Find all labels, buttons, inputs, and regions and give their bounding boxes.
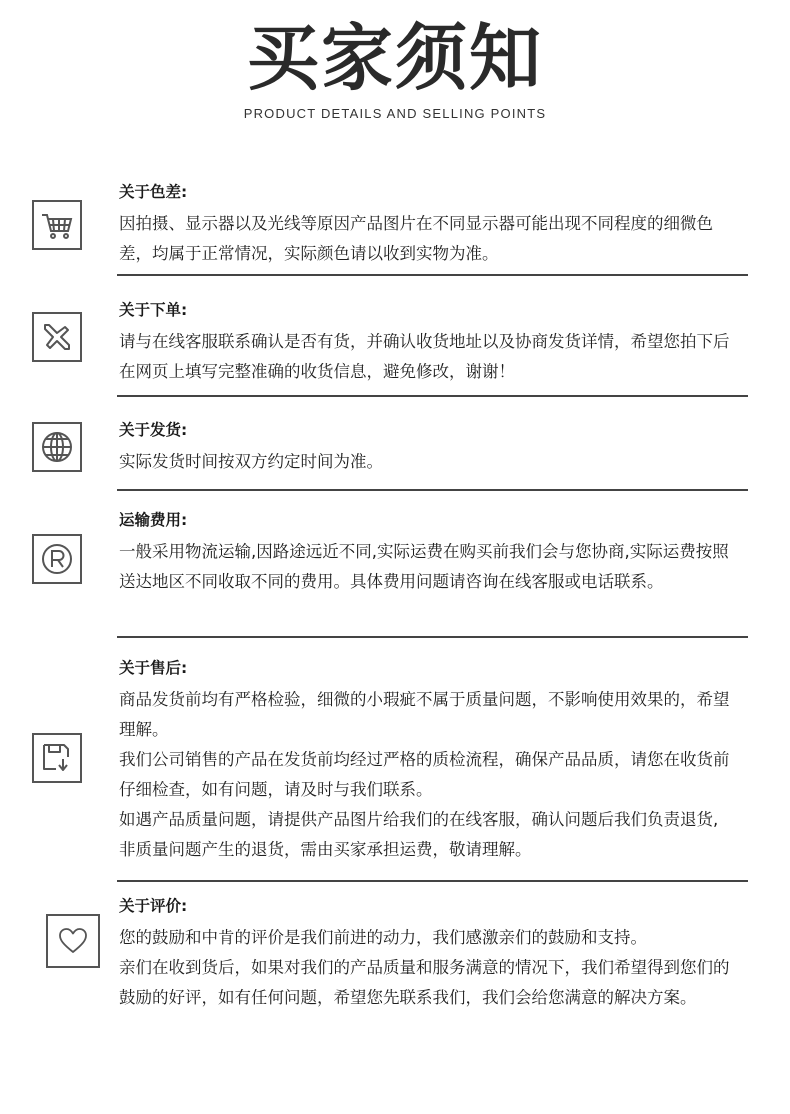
- airplane-icon: [32, 312, 82, 362]
- page-subtitle: PRODUCT DETAILS AND SELLING POINTS: [243, 106, 547, 121]
- section-text: 我们公司销售的产品在发货前均经过严格的质检流程，确保产品品质，请您在收货前仔细检查，如有问题，请及时与我们联系。: [119, 750, 730, 799]
- save-download-icon: [32, 733, 82, 783]
- section-text: 商品发货前均有严格检验，细微的小瑕疵不属于质量问题，不影响使用效果的，希望理解。: [119, 690, 730, 739]
- divider: [117, 274, 748, 276]
- page-title: 买家须知: [246, 16, 543, 100]
- section-heading: 关于评价:: [119, 897, 188, 915]
- section-heading: 关于下单:: [119, 301, 188, 319]
- divider: [117, 395, 748, 397]
- divider: [117, 489, 748, 491]
- section-heading: 关于售后:: [119, 659, 188, 677]
- section-text: 因拍摄、显示器以及光线等原因产品图片在不同显示器可能出现不同程度的细微色差，均属于正常情况，实际颜色请以收到实物为准。: [119, 214, 713, 263]
- heart-icon: [46, 914, 100, 968]
- section-heading: 运输费用:: [119, 511, 188, 529]
- registered-icon: [32, 534, 82, 584]
- section-text: 一般采用物流运输,因路途远近不同,实际运费在购买前我们会与您协商,实际运费按照送达地区不同收取不同的费用。具体费用问题请咨询在线客服或电话联系。: [119, 542, 729, 591]
- section-text: 亲们在收到货后，如果对我们的产品质量和服务满意的情况下，我们希望得到您们的鼓励的好评，如有任何问题，希望您先联系我们，我们会给您满意的解决方案。: [119, 958, 730, 1007]
- divider: [117, 880, 748, 882]
- section-text: 如遇产品质量问题，请提供产品图片给我们的在线客服，确认问题后我们负责退货,非质量问题产生的退货，需由买家承担运费，敬请理解。: [119, 810, 719, 859]
- section-text: 实际发货时间按双方约定时间为准。: [119, 452, 383, 471]
- shopping-cart-icon: [32, 200, 82, 250]
- section-text: 请与在线客服联系确认是否有货，并确认收货地址以及协商发货详情，希望您拍下后在网页上填写完整准确的收货信息，避免修改，谢谢！: [119, 332, 730, 381]
- divider: [117, 636, 748, 638]
- section-text: 您的鼓励和中肯的评价是我们前进的动力，我们感激亲们的鼓励和支持。: [119, 928, 647, 947]
- section-heading: 关于色差:: [119, 183, 188, 201]
- section-heading: 关于发货:: [119, 421, 188, 439]
- globe-icon: [32, 422, 82, 472]
- header: [0, 16, 790, 121]
